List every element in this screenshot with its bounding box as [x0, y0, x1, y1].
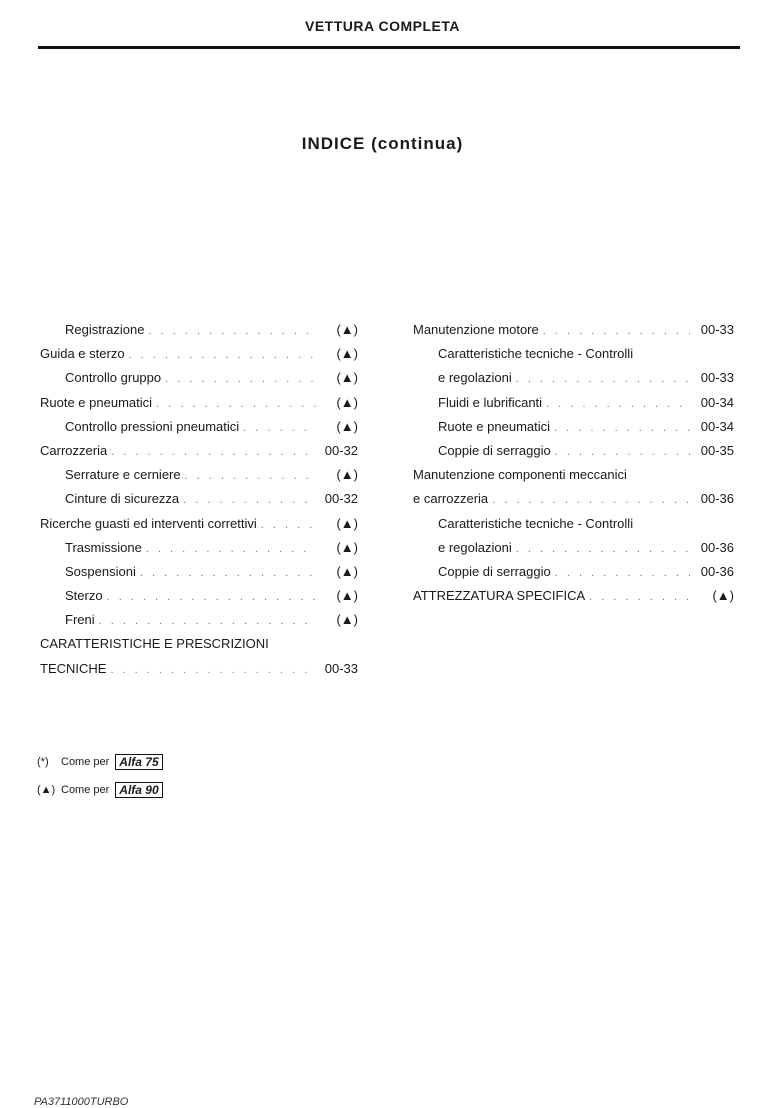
footnote-model-box: Alfa 90 [115, 782, 162, 798]
toc-entry-label: Sospensioni [65, 563, 136, 579]
toc-entry [413, 370, 734, 394]
dot-leader [183, 494, 316, 506]
toc-entry [40, 564, 358, 588]
toc-entry-page-ref: (▲) [336, 394, 358, 410]
dot-leader [146, 543, 316, 555]
dot-leader [555, 446, 690, 458]
dot-leader [140, 567, 316, 579]
toc-entry-label: Caratteristiche tecniche - Controlli [438, 346, 634, 362]
toc-entry [413, 395, 734, 419]
toc-entry-page-ref: 00-36 [700, 539, 734, 555]
toc-entry-page-ref: 00-35 [700, 442, 734, 458]
toc-entry-page-ref: 00-36 [700, 491, 734, 507]
toc-entry-label: Serrature e cerniere [65, 467, 181, 483]
toc-entry [413, 322, 734, 346]
toc-entry [413, 516, 734, 540]
toc-entry [40, 467, 358, 491]
toc-right-column [413, 322, 734, 612]
toc-entry [40, 322, 358, 346]
footer-code: PA3711000TURBO [34, 1096, 129, 1108]
dot-leader [156, 398, 316, 410]
toc-entry [40, 540, 358, 564]
dot-leader [492, 494, 690, 506]
footnote-triangle [37, 782, 163, 798]
dot-leader [555, 567, 690, 579]
dot-leader [111, 446, 316, 458]
toc-entry-label: Fluidi e lubrificanti [438, 394, 543, 410]
dot-leader [543, 325, 690, 337]
footnote-text: Come per [61, 784, 110, 796]
dot-leader [546, 398, 690, 410]
toc-entry-label: e carrozzeria [413, 491, 489, 507]
header-title: VETTURA COMPLETA [305, 18, 460, 34]
dot-leader [129, 349, 316, 361]
toc-entry-label: Caratteristiche tecniche - Controlli [438, 515, 634, 531]
dot-leader [516, 373, 690, 385]
toc-entry-page-ref: (▲) [336, 515, 358, 531]
toc-entry-page-ref: (▲) [336, 467, 358, 483]
dot-leader [261, 519, 316, 531]
dot-leader [99, 615, 316, 627]
toc-entry [413, 346, 734, 370]
toc-entry [40, 636, 358, 660]
toc-entry-page-ref: 00-32 [324, 442, 358, 458]
toc-entry [413, 419, 734, 443]
toc-entry-label: Ricerche guasti ed interventi correttivi [40, 515, 257, 531]
dot-leader [554, 422, 690, 434]
toc-entry-label: Controllo gruppo [65, 370, 162, 386]
toc-entry-page-ref: 00-36 [700, 563, 734, 579]
toc-entry [40, 516, 358, 540]
toc-entry-label: Manutenzione componenti meccanici [413, 467, 627, 483]
toc-entry [413, 588, 734, 612]
footnote-model-box: Alfa 75 [115, 754, 162, 770]
toc-entry-label: TECNICHE [40, 660, 107, 676]
dot-leader [110, 664, 316, 676]
toc-entry-page-ref: (▲) [336, 563, 358, 579]
toc-entry-page-ref: (▲) [336, 418, 358, 434]
dot-leader [185, 470, 316, 482]
toc-entry-page-ref: 00-33 [700, 370, 734, 386]
toc-entry [413, 540, 734, 564]
toc-entry [413, 491, 734, 515]
toc-entry-label: Sterzo [65, 588, 103, 604]
toc-entry [413, 443, 734, 467]
toc-entry-label: Trasmissione [65, 539, 142, 555]
toc-entry-label: Manutenzione motore [413, 322, 539, 337]
toc-entry [40, 370, 358, 394]
toc-entry-label: ATTREZZATURA SPECIFICA [413, 588, 586, 604]
toc-entry-label: Guida e sterzo [40, 346, 125, 362]
toc-entry [40, 491, 358, 515]
toc-entry-page-ref: (▲) [336, 346, 358, 362]
toc-entry [40, 395, 358, 419]
toc-entry [40, 588, 358, 612]
toc-entry-page-ref: 00-34 [700, 394, 734, 410]
toc-entry [413, 564, 734, 588]
toc-entry-label: Controllo pressioni pneumatici [65, 418, 240, 434]
toc-entry [40, 346, 358, 370]
toc-entry-page-ref: (▲) [336, 370, 358, 386]
toc-entry-page-ref: (▲) [712, 588, 734, 604]
toc-entry-label: Registrazione [65, 322, 145, 337]
header-rule [38, 46, 740, 49]
toc-entry-label: e regolazioni [438, 539, 512, 555]
toc-entry-label: Ruote e pneumatici [40, 394, 153, 410]
toc-entry-page-ref: 00-32 [324, 491, 358, 507]
dot-leader [516, 543, 690, 555]
dot-leader [165, 373, 316, 385]
toc-entry-label: Cinture di sicurezza [65, 491, 180, 507]
footnote-asterisk [37, 754, 163, 770]
toc-entry [40, 419, 358, 443]
footnote-symbol: (▲) [37, 784, 56, 796]
dot-leader [149, 325, 317, 337]
toc-entry-page-ref: (▲) [336, 612, 358, 628]
toc-entry-label: e regolazioni [438, 370, 512, 386]
toc-entry [40, 661, 358, 685]
toc-entry [40, 612, 358, 636]
dot-leader [589, 591, 690, 603]
footnote-symbol: (*) [37, 756, 49, 768]
toc-entry-label: Carrozzeria [40, 442, 108, 458]
toc-entry-page-ref: (▲) [336, 322, 358, 337]
index-title: INDICE (continua) [301, 134, 464, 153]
toc-entry [40, 443, 358, 467]
toc-entry-label: Ruote e pneumatici [438, 418, 551, 434]
toc-entry-page-ref: 00-33 [324, 660, 358, 676]
toc-left-column [40, 322, 358, 685]
toc-entry-page-ref: 00-33 [700, 322, 734, 337]
toc-entry-label: Coppie di serraggio [438, 442, 551, 458]
dot-leader [243, 422, 316, 434]
footnote-text: Come per [61, 756, 110, 768]
toc-entry-label: Freni [65, 612, 95, 628]
toc-entry [413, 467, 734, 491]
toc-entry-page-ref: (▲) [336, 588, 358, 604]
toc-entry-label: CARATTERISTICHE E PRESCRIZIONI [40, 636, 269, 652]
toc-entry-page-ref: (▲) [336, 539, 358, 555]
toc-entry-label: Coppie di serraggio [438, 563, 551, 579]
dot-leader [107, 591, 316, 603]
toc-entry-page-ref: 00-34 [700, 418, 734, 434]
